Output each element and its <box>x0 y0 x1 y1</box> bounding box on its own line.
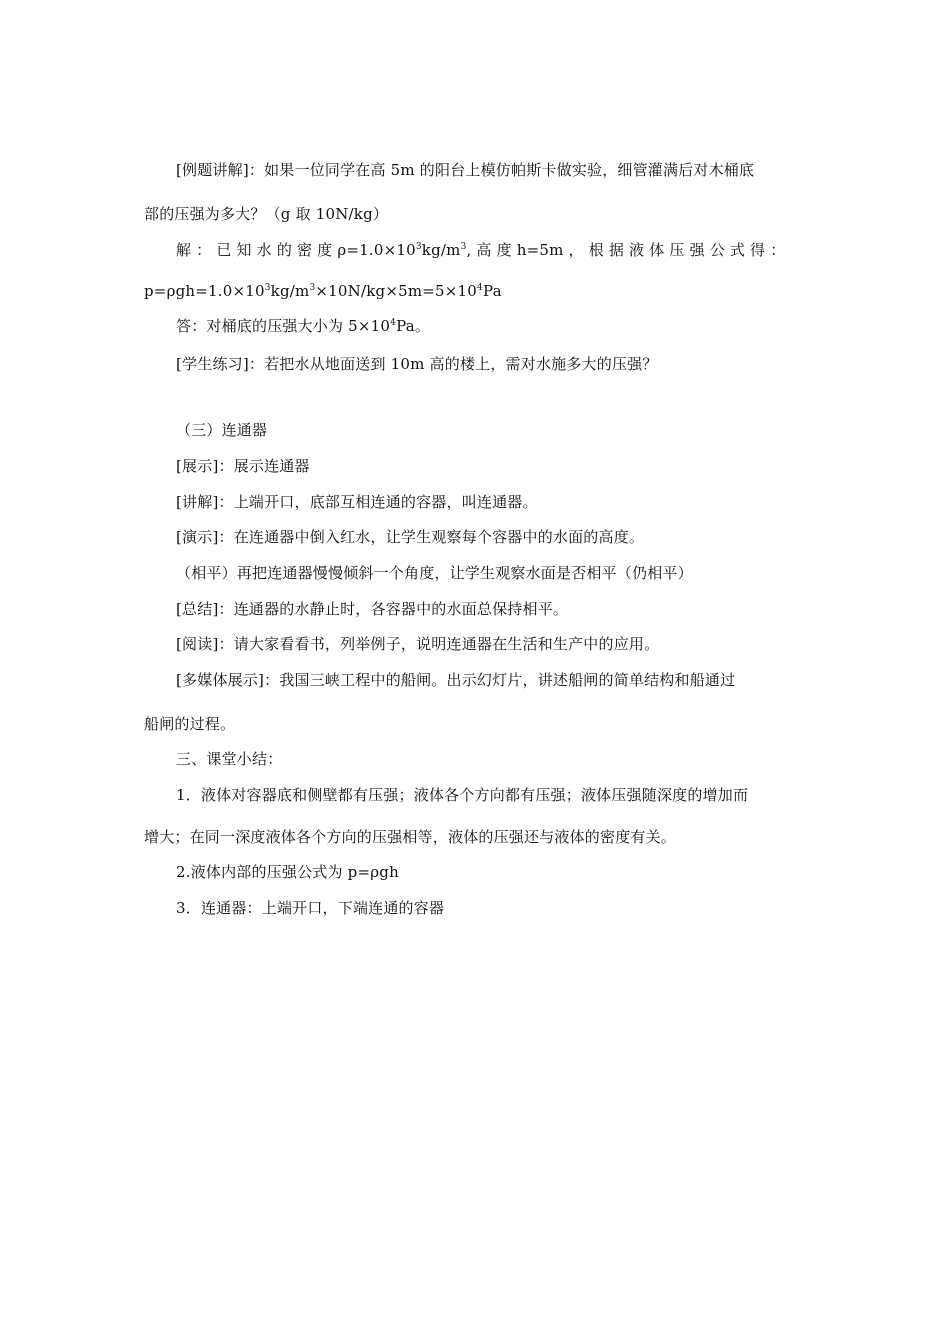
section-heading: （三）连通器 <box>176 421 268 439</box>
formula-text: p=ρgh=1.0×10 <box>144 282 265 300</box>
summary-item-3: 3．连通器：上端开口，下端连通的容器 <box>176 899 445 917</box>
explain-line: [讲解]：上端开口，底部互相连通的容器，叫连通器。 <box>176 493 538 511</box>
formula-text: kg/m <box>270 282 310 300</box>
exponent: 3 <box>309 283 316 293</box>
level-line: （相平）再把连通器慢慢倾斜一个角度，让学生观察水面是否相平（仍相平） <box>176 564 693 582</box>
solution-text: 解 ： 已 知 水 的 密 度 ρ=1.0×10 <box>176 241 416 259</box>
solution-text: , 高 度 h=5m ， 根 据 液 体 压 强 公 式 得 ： <box>466 241 786 259</box>
summary-item-1-line-1: 1．液体对容器底和侧壁都有压强；液体各个方向都有压强；液体压强随深度的增加而 <box>176 786 749 804</box>
answer-text: Pa。 <box>396 317 431 335</box>
exponent: 3 <box>460 242 467 252</box>
demo-line: [演示]：在连通器中倒入红水，让学生观察每个容器中的水面的高度。 <box>176 528 645 546</box>
exponent: 4 <box>390 318 397 328</box>
summary-item-1-line-2: 增大；在同一深度液体各个方向的压强相等，液体的压强还与液体的密度有关。 <box>144 828 677 846</box>
example-line-1: [例题讲解]：如果一位同学在高 5m 的阳台上模仿帕斯卡做实验，细管灌满后对木桶底 <box>176 161 755 179</box>
show-line: [展示]：展示连通器 <box>176 457 310 475</box>
exponent: 3 <box>264 283 271 293</box>
exponent: 3 <box>415 242 422 252</box>
practice-line: [学生练习]：若把水从地面送到 10m 高的楼上，需对水施多大的压强？ <box>176 355 658 373</box>
example-line-2: 部的压强为多大？（g 取 10N/kg） <box>144 205 389 223</box>
media-line-1: [多媒体展示]：我国三峡工程中的船闸。出示幻灯片，讲述船闸的简单结构和船通过 <box>176 671 736 689</box>
summary-line: [总结]：连通器的水静止时，各容器中的水面总保持相平。 <box>176 600 569 618</box>
formula-text: Pa <box>482 282 502 300</box>
solution-line-2 <box>144 281 808 301</box>
solution-line-1 <box>176 240 808 260</box>
answer-line <box>176 316 808 336</box>
media-line-2: 船闸的过程。 <box>144 715 236 733</box>
summary-item-2: 2.液体内部的压强公式为 p=ρgh <box>176 863 399 881</box>
answer-text: 答：对桶底的压强大小为 5×10 <box>176 317 391 335</box>
reading-line: [阅读]：请大家看看书，列举例子，说明连通器在生活和生产中的应用。 <box>176 635 660 653</box>
solution-text: kg/m <box>421 241 461 259</box>
class-summary-heading: 三、课堂小结： <box>176 750 283 768</box>
exponent: 4 <box>477 283 483 293</box>
formula-text: ×10N/kg×5m=5×10 <box>315 282 478 300</box>
